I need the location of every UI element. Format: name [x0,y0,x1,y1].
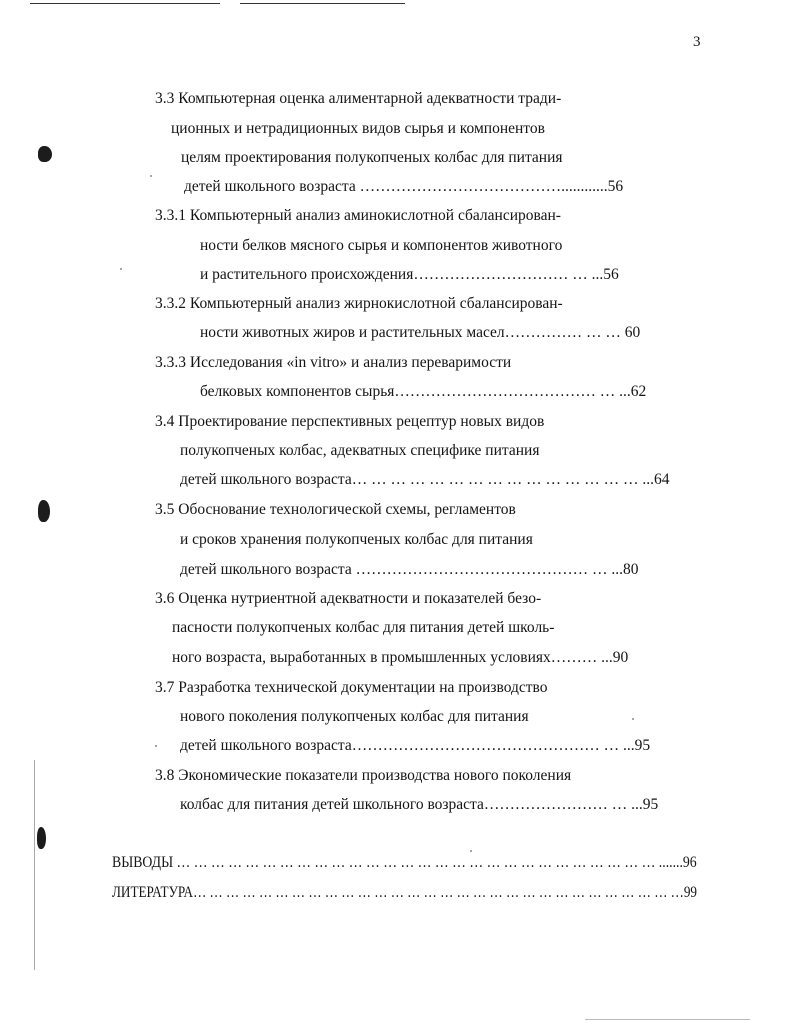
toc-line: колбас для питания детей школьного возраста…………………… … ...95 [180,796,659,813]
top-rule-right [240,3,405,4]
scan-blot-3 [37,827,46,849]
bottom-rule [585,1019,750,1020]
scan-blot-1 [38,146,52,162]
scan-speck [150,175,152,177]
toc-line: белковых компонентов сырья………………………………… … ...62 [200,383,647,400]
toc-line: 3.7 Разработка технической документации на производство [155,679,548,696]
scan-speck [120,268,122,270]
page-number: 3 [693,34,701,50]
scan-speck [632,718,634,720]
toc-entry-conclusions: ВЫВОДЫ … … … … … … … … … … … … … … … … … … … … … … … … … … … … .......96 [112,854,697,871]
margin-line [34,760,35,970]
toc-line: ности белков мясного сырья и компонентов животного [200,237,563,254]
toc-line: ционных и нетрадиционных видов сырья и компонентов [171,120,545,137]
toc-line: целям проектирования полукопченых колбас для питания [181,149,563,166]
toc-line: 3.8 Экономические показатели производства нового поколения [155,767,572,784]
toc-line: пасности полукопченых колбас для питания детей школь- [172,619,555,636]
toc-line: 3.3.1 Компьютерный анализ аминокислотной сбалансирован- [155,207,561,224]
toc-line: детей школьного возраста ……………………………………… … ...80 [180,561,639,578]
scan-speck [155,745,157,747]
toc-line: 3.3 Компьютерная оценка алиментарной адекватности тради- [155,90,562,107]
toc-line: и сроков хранения полукопченых колбас для питания [180,531,533,548]
toc-line: ного возраста, выработанных в промышленных условиях……… ...90 [172,649,629,666]
toc-line: детей школьного возраста… … … … … … … … … … … … … … … ...64 [180,471,670,488]
toc-line: нового поколения полукопченых колбас для питания [180,708,529,725]
toc-line: 3.3.2 Компьютерный анализ жирнокислотной сбалансирован- [155,295,563,312]
toc-line: 3.5 Обоснование технологической схемы, регламентов [155,501,516,518]
toc-line: 3.6 Оценка нутриентной адекватности и показателей безо- [155,590,542,607]
toc-line: 3.3.3 Исследования «in vitro» и анализ переваримости [155,354,512,371]
scan-blot-2 [38,500,50,522]
toc-line: полукопченых колбас, адекватных специфике питания [180,442,540,459]
scan-speck [470,850,472,852]
toc-line: 3.4 Проектирование перспективных рецептур новых видов [155,413,545,430]
toc-line: и растительного происхождения………………………… … ...56 [200,266,619,283]
toc-line: детей школьного возраста………………………………………… … ...95 [180,737,651,754]
toc-line: ности животных жиров и растительных масел…………… … … 60 [200,324,641,341]
toc-entry-references: ЛИТЕРАТУРА… … … … … … … … … … … … … … … … … … … … … … … … … … … … … …99 [112,884,698,901]
toc-line: детей школьного возраста …………………………………............56 [184,178,624,195]
top-rule-left [30,3,220,4]
